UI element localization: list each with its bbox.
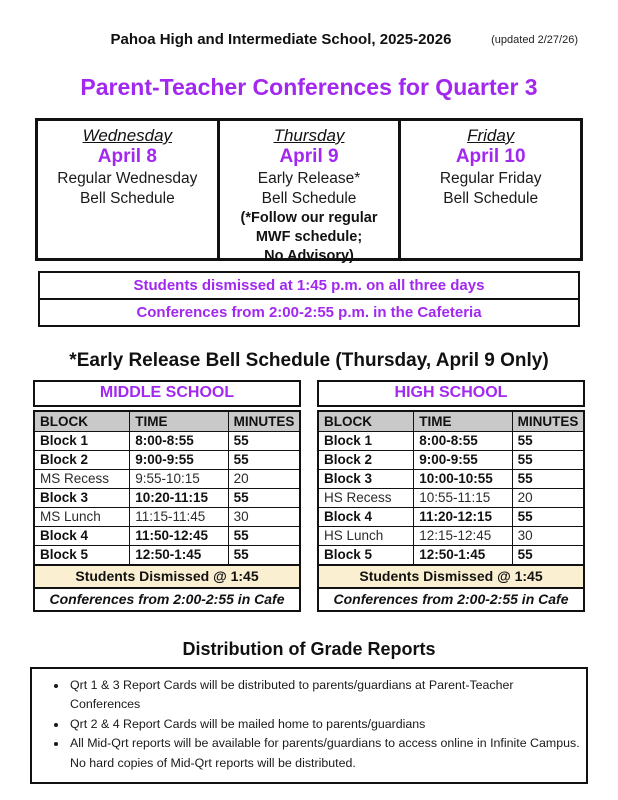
schedule-note-line: MWF schedule; [255, 229, 363, 246]
school-name-line: Pahoa High and Intermediate School, 2025-2026 [110, 31, 452, 48]
minutes-cell: 30 [512, 526, 584, 545]
conference-time-banner: Conferences from 2:00-2:55 p.m. in the Cafeteria [38, 298, 580, 327]
grade-report-bullet: • Qrt 1 & 3 Report Cards will be distributed to parents/guardians at Parent-Teacher Conferences [68, 676, 582, 715]
updated-date-note: (updated 2/27/26) [491, 34, 578, 46]
block-cell: HS Lunch [318, 526, 414, 545]
time-cell: 8:00-8:55 [130, 431, 228, 450]
page-title: Parent-Teacher Conferences for Quarter 3 [80, 74, 538, 100]
block-cell: Block 1 [318, 431, 414, 450]
grade-reports-heading: Distribution of Grade Reports [182, 638, 436, 659]
table-row [34, 450, 300, 469]
page-header [0, 31, 618, 51]
table-row [318, 450, 584, 469]
column-header-block: BLOCK [34, 411, 130, 432]
table-row [318, 526, 584, 545]
block-cell: MS Lunch [34, 507, 130, 526]
time-cell: 9:00-9:55 [414, 450, 512, 469]
time-cell: 10:00-10:55 [414, 469, 512, 488]
minutes-cell: 55 [512, 545, 584, 565]
table-row [34, 526, 300, 545]
block-cell: HS Recess [318, 488, 414, 507]
day-date: April 9 [279, 146, 339, 168]
early-release-heading: *Early Release Bell Schedule (Thursday, April 9 Only) [69, 349, 549, 371]
grade-report-bullet: • All Mid-Qrt reports will be available for parents/guardians to access online in Infinite Campus. No hard copies of Mid-Qrt reports will be distributed. [68, 734, 582, 773]
table-row [318, 488, 584, 507]
time-cell: 12:50-1:45 [130, 545, 228, 565]
minutes-cell: 55 [228, 431, 300, 450]
day-date: April 8 [97, 146, 157, 168]
time-cell: 11:50-12:45 [130, 526, 228, 545]
bell-schedule-tables [33, 380, 585, 612]
time-cell: 8:00-8:55 [414, 431, 512, 450]
grade-reports-list [38, 676, 582, 774]
schedule-note-line: No Advisory) [264, 248, 354, 265]
day-name: Wednesday [82, 126, 173, 145]
day-date: April 10 [455, 146, 526, 168]
schedule-note-line: (*Follow our regular [240, 210, 378, 227]
high-school-schedule [317, 380, 585, 612]
minutes-cell: 55 [512, 469, 584, 488]
block-cell: Block 2 [318, 450, 414, 469]
block-cell: Block 3 [318, 469, 414, 488]
column-header-time: TIME [130, 411, 228, 432]
time-cell: 11:15-11:45 [130, 507, 228, 526]
table-row [34, 469, 300, 488]
day-cell-thursday [217, 121, 399, 265]
table-row [318, 545, 584, 565]
table-row [318, 431, 584, 450]
minutes-cell: 55 [228, 545, 300, 565]
high-school-title: HIGH SCHOOL [317, 380, 585, 407]
minutes-cell: 55 [228, 488, 300, 507]
day-cell-wednesday [38, 121, 217, 258]
day-description-line: Bell Schedule [79, 190, 175, 208]
day-description-line: Bell Schedule [443, 190, 539, 208]
minutes-cell: 55 [512, 507, 584, 526]
minutes-cell: 55 [228, 450, 300, 469]
minutes-cell: 20 [512, 488, 584, 507]
time-cell: 10:55-11:15 [414, 488, 512, 507]
table-row [34, 488, 300, 507]
day-cell-friday [398, 121, 580, 258]
time-cell: 9:55-10:15 [130, 469, 228, 488]
day-description-line: Bell Schedule [261, 190, 357, 208]
middle-school-table [33, 410, 301, 566]
column-header-time: TIME [414, 411, 512, 432]
table-row [34, 507, 300, 526]
block-cell: Block 5 [34, 545, 130, 565]
students-dismissed-row: Students Dismissed @ 1:45 [317, 564, 585, 589]
table-row [34, 545, 300, 565]
column-header-block: BLOCK [318, 411, 414, 432]
minutes-cell: 55 [512, 431, 584, 450]
high-school-table [317, 410, 585, 566]
conferences-cafe-row: Conferences from 2:00-2:55 in Cafe [33, 587, 301, 612]
table-row [318, 507, 584, 526]
time-cell: 10:20-11:15 [130, 488, 228, 507]
conference-days-box [35, 118, 583, 265]
block-cell: Block 4 [34, 526, 130, 545]
day-description-line: Regular Wednesday [57, 170, 198, 188]
time-cell: 11:20-12:15 [414, 507, 512, 526]
column-header-minutes: MINUTES [512, 411, 584, 432]
minutes-cell: 30 [228, 507, 300, 526]
time-cell: 9:00-9:55 [130, 450, 228, 469]
middle-school-schedule [33, 380, 301, 612]
table-header-row [34, 411, 300, 432]
column-header-minutes: MINUTES [228, 411, 300, 432]
block-cell: Block 2 [34, 450, 130, 469]
block-cell: Block 1 [34, 431, 130, 450]
table-header-row [318, 411, 584, 432]
block-cell: Block 5 [318, 545, 414, 565]
grade-reports-box [30, 667, 588, 785]
day-name: Friday [467, 126, 515, 145]
minutes-cell: 55 [228, 526, 300, 545]
time-cell: 12:50-1:45 [414, 545, 512, 565]
students-dismissed-row: Students Dismissed @ 1:45 [33, 564, 301, 589]
day-description-line: Regular Friday [439, 170, 542, 188]
table-row [318, 469, 584, 488]
block-cell: MS Recess [34, 469, 130, 488]
minutes-cell: 55 [512, 450, 584, 469]
announcement-banners [38, 271, 580, 327]
block-cell: Block 3 [34, 488, 130, 507]
day-name: Thursday [273, 126, 345, 145]
grade-report-bullet: • Qrt 2 & 4 Report Cards will be mailed home to parents/guardians [68, 715, 582, 735]
day-description-line: Early Release* [257, 170, 361, 188]
time-cell: 12:15-12:45 [414, 526, 512, 545]
minutes-cell: 20 [228, 469, 300, 488]
dismissal-banner: Students dismissed at 1:45 p.m. on all three days [38, 271, 580, 300]
conferences-cafe-row: Conferences from 2:00-2:55 in Cafe [317, 587, 585, 612]
block-cell: Block 4 [318, 507, 414, 526]
middle-school-title: MIDDLE SCHOOL [33, 380, 301, 407]
table-row [34, 431, 300, 450]
